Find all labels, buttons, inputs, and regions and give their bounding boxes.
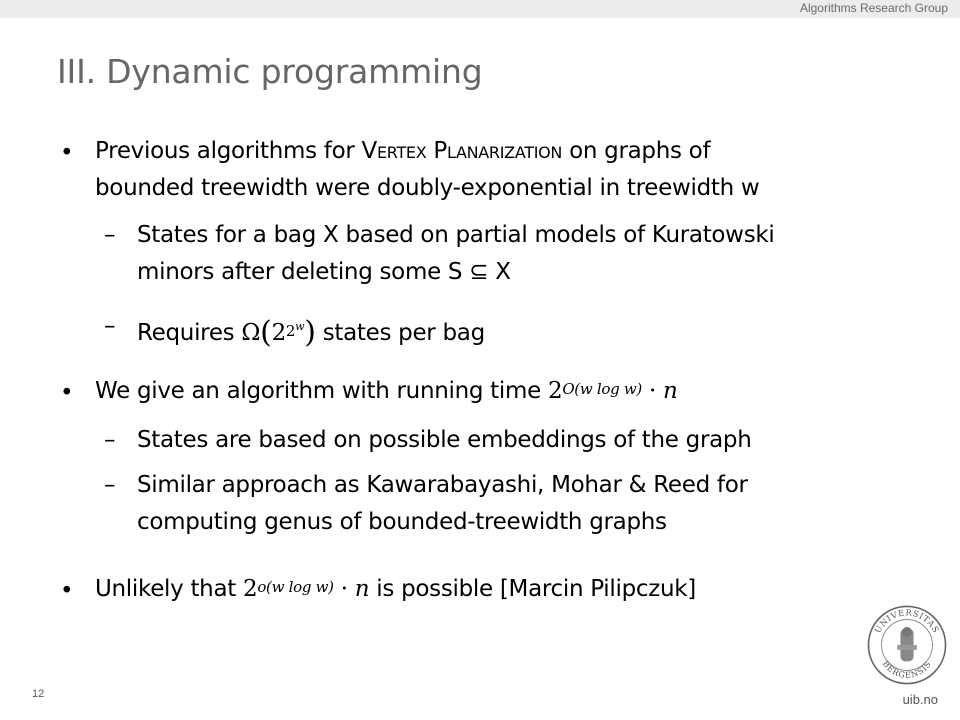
math-base: 2	[547, 378, 563, 404]
bullet-marker: •	[60, 140, 74, 166]
group-name: Algorithms Research Group	[799, 1, 948, 15]
sub-3-line: States are based on possible embeddings of the graph	[137, 427, 752, 453]
sub-1-line-2: minors after deleting some S ⊆ X	[137, 259, 511, 285]
text: on graphs of	[562, 138, 711, 164]
dash-marker: –	[104, 313, 116, 339]
bullet-3-line	[95, 576, 696, 602]
sub-4-line-2: computing genus of bounded-treewidth graphs	[137, 509, 667, 535]
exponent: o(w log w)	[257, 578, 334, 596]
text: We give an algorithm with running time	[95, 378, 548, 404]
university-seal-logo	[866, 604, 948, 686]
math-base: 2	[271, 320, 286, 346]
sub-1-line-1: States for a bag X based on partial models of Kuratowski	[137, 222, 775, 248]
dot: ·	[641, 378, 664, 404]
sub-2-line	[137, 313, 485, 348]
slide-title: III. Dynamic programming	[57, 52, 483, 91]
exponent: O(w log w)	[562, 380, 642, 398]
math-n: n	[663, 378, 678, 404]
text: Requires	[137, 320, 242, 346]
page-number: 12	[32, 688, 45, 700]
bullet-1-line-2: bounded treewidth were doubly-exponential in treewidth w	[95, 175, 760, 201]
math-n: n	[354, 576, 370, 602]
dash-marker: –	[104, 222, 116, 248]
dash-marker: –	[104, 427, 116, 453]
paren-right: )	[304, 315, 316, 350]
problem-name-word: Planarization	[433, 138, 563, 164]
svg-text:BERGENSIS: BERGENSIS	[880, 658, 934, 680]
dash-marker: –	[104, 472, 116, 498]
svg-text:UNIVERSITAS: UNIVERSITAS	[872, 607, 942, 635]
paren-left: (	[260, 315, 272, 350]
omega-symbol: Ω	[241, 320, 261, 346]
sub-4-line-1: Similar approach as Kawarabayashi, Mohar & Reed for	[137, 472, 748, 498]
bullet-2-line	[95, 378, 678, 404]
exp-w: w	[295, 320, 305, 333]
text: is possible [Marcin Pilipczuk]	[369, 576, 696, 602]
bullet-marker: •	[60, 578, 74, 604]
exponent	[286, 322, 304, 340]
dot: ·	[333, 576, 355, 602]
header-bar	[0, 0, 960, 18]
text: states per bag	[315, 320, 485, 346]
problem-name-word: Vertex	[361, 138, 427, 164]
math-base: 2	[242, 576, 258, 602]
footer-url: uib.no	[902, 692, 938, 707]
bullet-1-line-1	[95, 138, 710, 164]
text: Unlikely that	[95, 576, 243, 602]
bullet-marker: •	[60, 380, 74, 406]
text: Previous algorithms for	[95, 138, 362, 164]
exp-base: 2	[285, 322, 296, 340]
